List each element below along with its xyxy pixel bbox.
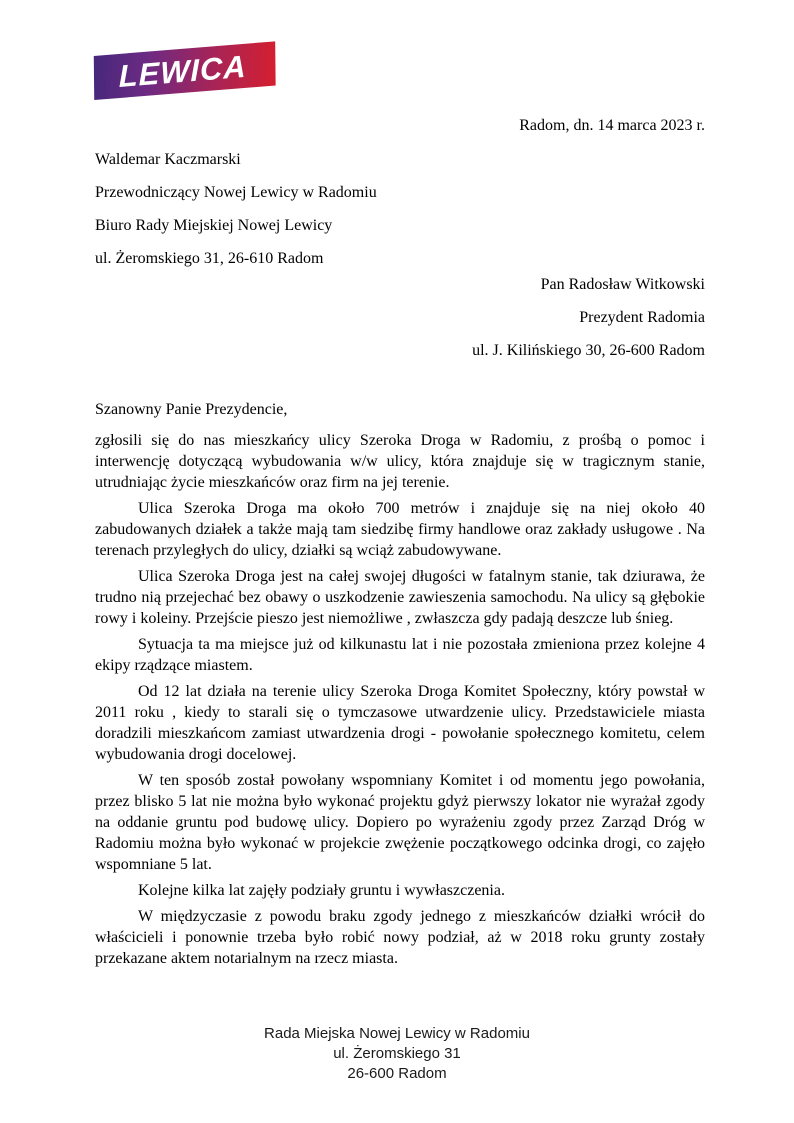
- body-paragraph: Ulica Szeroka Droga jest na całej swojej długości w fatalnym stanie, tak dziurawa, że trudno nią przejechać bez obawy o uszkodzenie zawieszenia samochodu. Na ulicy są głębokie rowy i koleiny. Przejście pieszo jest niemożliwe , zwłaszcza gdy padają deszcze lub śnieg.: [95, 568, 705, 627]
- body-paragraph: Kolejne kilka lat zajęły podziały gruntu i wywłaszczenia.: [138, 882, 505, 899]
- sender-address: ul. Żeromskiego 31, 26-610 Radom: [95, 250, 324, 267]
- recipient-title: Prezydent Radomia: [579, 309, 705, 326]
- sender-office: Biuro Rady Miejskiej Nowej Lewicy: [95, 217, 333, 234]
- body-paragraph: zgłosili się do nas mieszkańcy ulicy Szeroka Droga w Radomiu, z prośbą o pomoc i interwencję dotyczącą wybudowania w/w ulicy, która znajduje się w tragicznym stanie, utrudniając życie mieszkańców oraz firm na jej terenie.: [95, 432, 705, 491]
- footer-organization: Rada Miejska Nowej Lewicy w Radomiu: [264, 1025, 530, 1042]
- sender-name: Waldemar Kaczmarski: [95, 151, 241, 168]
- body-paragraph: Sytuacja ta ma miejsce już od kilkunastu lat i nie pozostała zmieniona przez kolejne 4 ekipy rządzące miastem.: [95, 636, 705, 674]
- footer-street: ul. Żeromskiego 31: [333, 1045, 461, 1062]
- body-paragraph: W międzyczasie z powodu braku zgody jednego z mieszkańców działki wrócił do właścicieli i ponownie trzeba było robić nowy podział, aż w 2018 roku grunty zostały przekazane aktem notarialnym na rzecz miasta.: [95, 908, 705, 967]
- recipient-address: ul. J. Kilińskiego 30, 26-600 Radom: [472, 342, 705, 359]
- recipient-block: [95, 268, 705, 367]
- letter-footer: [0, 1024, 794, 1084]
- body-paragraph: Od 12 lat działa na terenie ulicy Szeroka Droga Komitet Społeczny, który powstał w 2011 roku , kiedy to starali się o tymczasowe utwardzenie ulicy. Przedstawiciele miasta doradzili mieszkańcom zamiast utwardzenia drogi - powołanie społecznego komitetu, celem wybudowania drogi docelowej.: [95, 683, 705, 763]
- recipient-name: Pan Radosław Witkowski: [540, 276, 705, 293]
- date-line: Radom, dn. 14 marca 2023 r.: [519, 117, 705, 134]
- letter-body: [95, 430, 705, 969]
- body-paragraph: W ten sposób został powołany wspomniany Komitet i od momentu jego powołania, przez blisko 5 lat nie można było wykonać projektu gdyż pierwszy lokator nie wyrażał zgody na oddanie gruntu pod budowę ulicy. Dopiero po wyrażeniu zgody przez Zarząd Dróg w Radomiu można było wykonać w projekcie zwężenie początkowego odcinka drogi, co zajęło wspomniane 5 lat.: [95, 772, 705, 873]
- footer-city: 26-600 Radom: [347, 1065, 447, 1082]
- sender-title: Przewodniczący Nowej Lewicy w Radomiu: [95, 184, 377, 201]
- sender-block: [95, 143, 705, 275]
- lewica-logo-text: LEWICA: [118, 48, 247, 94]
- body-paragraph: Ulica Szeroka Droga ma około 700 metrów i znajduje się na niej około 40 zabudowanych działek a także mają tam siedzibę firmy handlowe oraz zakłady usługowe . Na terenach przyległych do ulicy, działki są wciąż zabudowywane.: [95, 500, 705, 559]
- salutation: Szanowny Panie Prezydencie,: [95, 401, 288, 418]
